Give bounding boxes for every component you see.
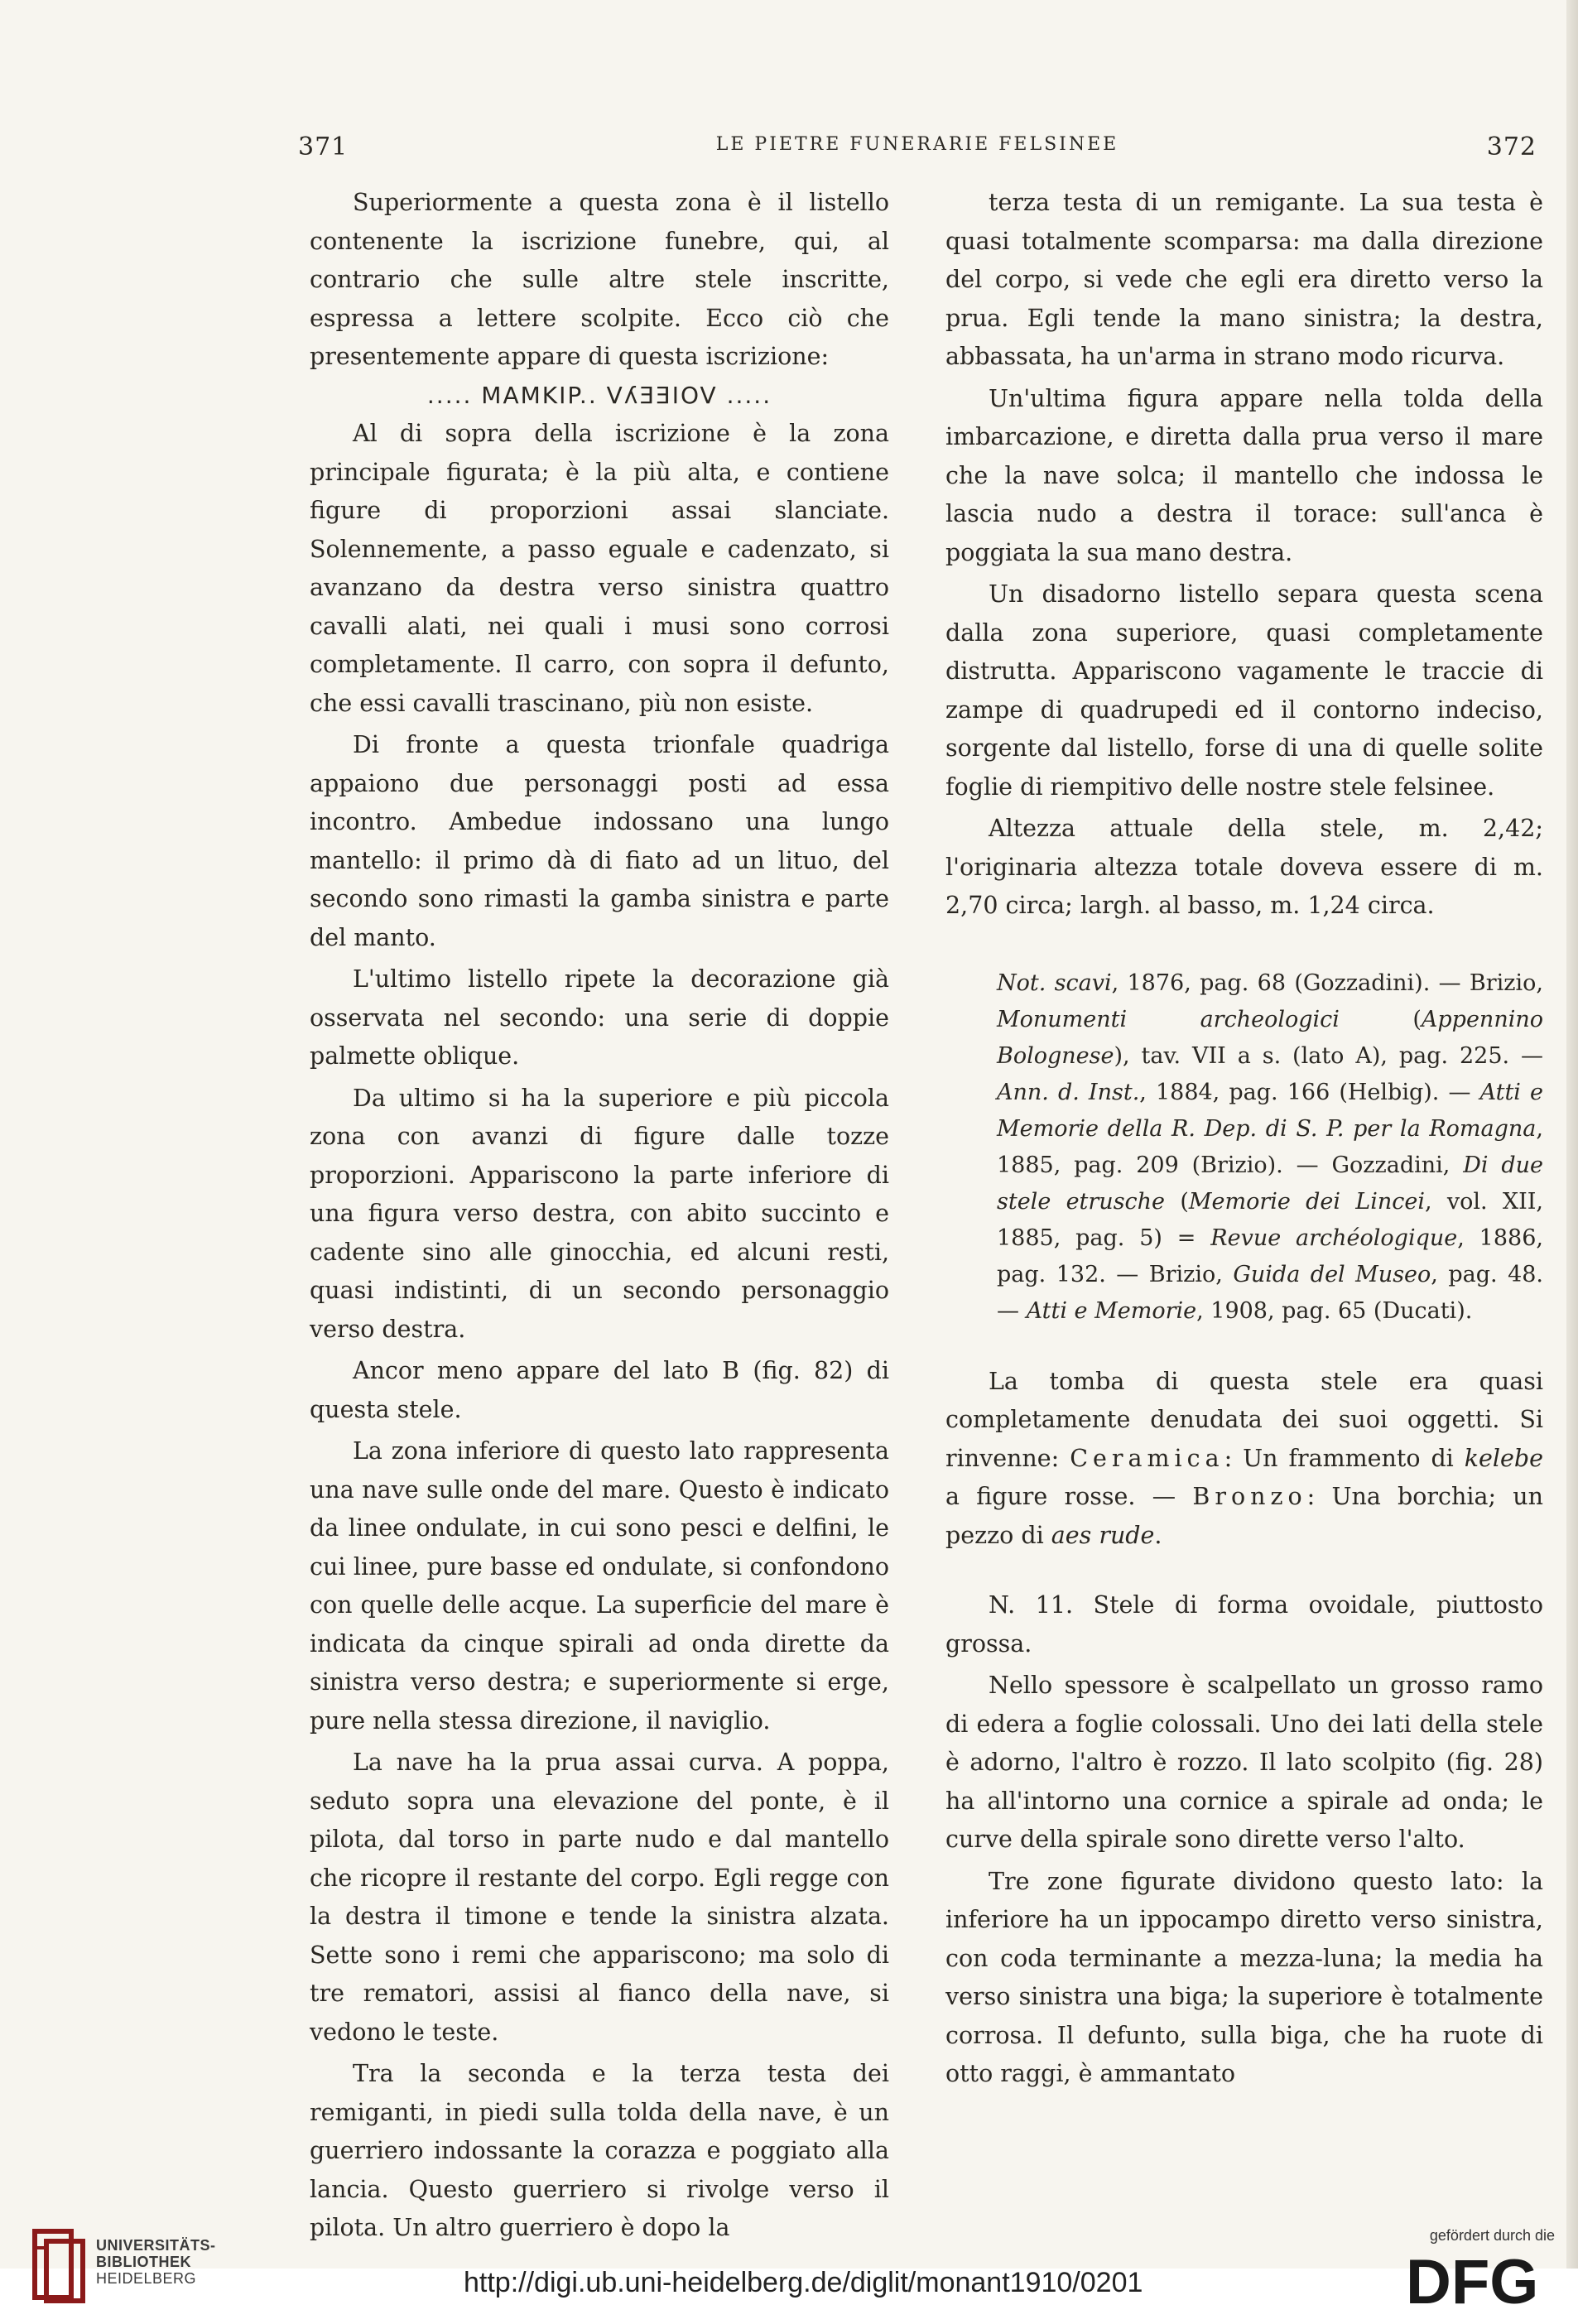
- ref-title: Memorie dei Lincei: [1188, 1188, 1425, 1215]
- text-run: a figure rosse. —: [945, 1483, 1193, 1510]
- paragraph: Da ultimo si ha la superiore e più piccola zona con avanzi di figure dalle tozze proporzioni. Appariscono la parte inferiore di una figura verso destra, con abito succinto e cadente sino alle ginocchia, ed alcuni resti, quasi indistinti, di un secondo personaggio verso destra.: [310, 1084, 889, 1343]
- ref-title: Not. scavi: [997, 970, 1112, 996]
- ref-title: Atti e Memorie: [1026, 1297, 1197, 1324]
- running-title: LE PIETRE FUNERARIE FELSINEE: [715, 134, 1119, 155]
- text-run: : Una borchia; un pezzo di: [945, 1483, 1543, 1549]
- page-number-right: 372: [1486, 132, 1537, 161]
- ref-title: Revue archéologique: [1210, 1225, 1458, 1251]
- paragraph: Un'ultima figura appare nella tolda della imbarcazione, e diretta dalla prua verso il mare che la nave solca; il mantello che indossa le lascia nudo a destra il torace: sull'anca è poggiata la sua mano destra.: [945, 384, 1543, 566]
- ref-text: , 1886, pag. 132. — Brizio,: [997, 1225, 1543, 1287]
- ref-text: , 1908, pag. 65 (Ducati).: [1196, 1297, 1473, 1324]
- ref-title: Di due stele etrusche: [997, 1152, 1543, 1215]
- paragraph: L'ultimo listello ripete la decorazione già osservata nel secondo: una serie di doppie palmette oblique.: [310, 965, 889, 1070]
- category-label: Bronzo: [1192, 1483, 1307, 1510]
- library-name-line: HEIDELBERG: [96, 2270, 197, 2287]
- section-heading: N. 11. Stele di forma ovoidale, piuttosto grossa.: [945, 1591, 1543, 1658]
- text-run: .: [1154, 1521, 1162, 1549]
- italic-term: aes rude: [1051, 1521, 1155, 1549]
- right-column: [945, 184, 1543, 2094]
- bibliography-references: [997, 965, 1543, 1330]
- paragraph: Ancor meno appare del lato B (fig. 82) di questa stele.: [310, 1357, 889, 1423]
- inscription-text: ..... MAMKIP.. VʎƎƎIOV .....: [426, 381, 772, 409]
- paragraph: Superiormente a questa zona è il listello contenente la iscrizione funebre, qui, al contrario che sulle altre stele inscritte, espressa a lettere scolpite. Ecco ciò che presentemente appare di questa iscrizione:: [310, 189, 889, 370]
- paragraph: Un disadorno listello separa questa scena dalla zona superiore, quasi completamente distrutta. Appariscono vagamente le traccie di zampe di quadrupedi ed il contorno indeciso, sorgente dal listello, forse di una di quelle solite foglie di riempitivo delle nostre stele felsinee.: [945, 580, 1543, 801]
- library-name-line: BIBLIOTHEK: [96, 2254, 191, 2270]
- text-run: La tomba di questa stele era quasi completamente denudata dei suoi oggetti. Si rinvenne:: [945, 1367, 1543, 1472]
- page-number-left: 371: [298, 132, 349, 161]
- ref-text: , 1885, pag. 209 (Brizio). — Gozzadini,: [997, 1115, 1543, 1178]
- permalink-url[interactable]: http://digi.ub.uni-heidelberg.de/diglit/monant1910/0201: [464, 2267, 1143, 2298]
- dfg-logo-icon: [1406, 2250, 1555, 2310]
- category-label: Ceramica: [1070, 1444, 1224, 1472]
- dfg-logo-text: DFG: [1406, 2250, 1539, 2310]
- paragraph: Nello spessore è scalpellato un grosso ramo di edera a foglie colossali. Uno dei lati della stele è adorno, l'altro è rozzo. Il lato scolpito (fig. 28) ha all'intorno una cornice a spirale ad onda; le curve della spirale sono dirette verso l'alto.: [945, 1672, 1543, 1853]
- paragraph: terza testa di un remigante. La sua testa è quasi totalmente scomparsa: ma dalla direzione del corpo, si vede che egli era diretto verso la prua. Egli tende la mano sinistra; la destra, abbassata, ha un'arma in strano modo ricurva.: [945, 189, 1543, 370]
- university-library-logo-icon: [30, 2223, 89, 2306]
- ref-text: (: [1339, 1006, 1422, 1032]
- paragraph: Tre zone figurate dividono questo lato: la inferiore ha un ippocampo diretto verso sinistra, con coda terminante a mezza-luna; la media ha verso sinistra una biga; la superiore è totalmente corrosa. Il defunto, sulla biga, che ha ruote di otto raggi, è ammantato: [945, 1867, 1543, 2087]
- paragraph: [945, 1363, 1543, 1556]
- ref-title: Ann. d. Inst.: [997, 1079, 1140, 1105]
- paragraph: La zona inferiore di questo lato rappresenta una nave sulle onde del mare. Questo è indicato da linee ondulate, in cui sono pesci e delfini, le cui linee, pure basse ed ondulate, si confondono con quelle delle acque. La superficie del mare è indicata da cinque spirali ad onda dirette da sinistra verso destra; e superiormente si erge, pure nella stessa direzione, il naviglio.: [310, 1437, 889, 1735]
- ref-text: ), tav. VII a s. (lato A), pag. 225. —: [1114, 1042, 1543, 1069]
- ref-title: Appennino Bolognese: [997, 1006, 1543, 1069]
- ref-text: , vol. XII, 1885, pag. 5) =: [997, 1188, 1543, 1251]
- ref-text: (: [1165, 1188, 1189, 1215]
- library-name-line: UNIVERSITÄTS-: [96, 2237, 216, 2254]
- paragraph: La nave ha la prua assai curva. A poppa, seduto sopra una elevazione del ponte, è il pilota, dal torso in parte nudo e dal mantello che ricopre il restante del corpo. Egli regge con la destra il timone e tende la sinistra alzata. Sette sono i remi che appariscono; ma solo di tre rematori, assisi al fianco della nave, si vedono le teste.: [310, 1749, 889, 2046]
- ref-title: Atti e Memorie della R. Dep. di S. P. per la Romagna: [997, 1079, 1544, 1142]
- ref-title: Monumenti archeologici: [997, 1006, 1340, 1032]
- paragraph: Altezza attuale della stele, m. 2,42; l'originaria altezza totale doveva essere di m. 2,70 circa; largh. al basso, m. 1,24 circa.: [945, 815, 1543, 919]
- paragraph: Di fronte a questa trionfale quadriga appaiono due personaggi posti ad essa incontro. Ambedue indossano una lungo mantello: il primo dà di fiato ad un lituo, del secondo sono rimasti la gamba sinistra e parte del manto.: [310, 731, 889, 951]
- running-head: [298, 132, 1537, 169]
- library-name: [96, 2237, 216, 2287]
- ref-text: , pag. 48. —: [997, 1261, 1544, 1324]
- left-column: [310, 184, 889, 2248]
- page-edge-shadow: [1566, 0, 1578, 2269]
- italic-term: kelebe: [1464, 1444, 1543, 1472]
- paragraph: Tra la seconda e la terza testa dei remiganti, in piedi sulla tolda della nave, è un guerriero indossante la corazza e poggiato alla lancia. Questo guerriero si rivolge verso il pilota. Un altro guerriero è dopo la: [310, 2060, 889, 2241]
- paragraph: Al di sopra della iscrizione è la zona principale figurata; è la più alta, e contiene figure di proporzioni assai slanciate. Solennemente, a passo eguale e cadenzato, si avanzano da destra verso sinistra quattro cavalli alati, nei quali i musi sono corrosi completamente. Il carro, con sopra il defunto, che essi cavalli trascinano, più non esiste.: [310, 420, 889, 717]
- ref-text: , 1884, pag. 166 (Helbig). —: [1139, 1079, 1480, 1105]
- ref-title: Guida del Museo: [1233, 1261, 1431, 1287]
- funding-note: gefördert durch die: [1429, 2227, 1555, 2244]
- text-run: : Un frammento di: [1224, 1444, 1465, 1472]
- ref-text: , 1876, pag. 68 (Gozzadini). — Brizio,: [1111, 970, 1543, 996]
